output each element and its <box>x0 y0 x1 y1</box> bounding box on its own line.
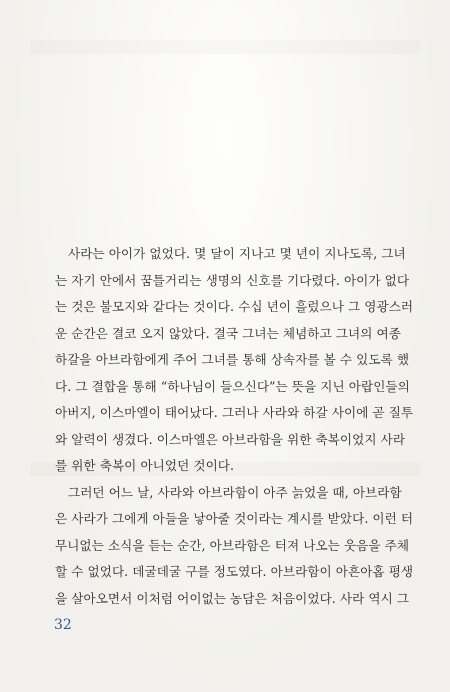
body-text <box>55 241 414 612</box>
text-line: 할 수 없었다. 데굴데굴 구를 정도였다. 아브라함이 아흔아홉 평생 <box>55 564 414 579</box>
text-line: 사라는 아이가 없었다. 몇 달이 지나고 몇 년이 지나도록, 그녀 <box>68 246 406 261</box>
text-line: 그러던 어느 날, 사라와 아브라함이 아주 늙었을 때, 아브라함 <box>68 484 402 500</box>
text-line: 다. 그 결합을 통해 “하나님이 들으신다”는 뜻을 지닌 아랍인들의 <box>55 378 410 394</box>
paragraph-1 <box>55 241 414 480</box>
text-line: 무니없는 소식을 듣는 순간, 아브라함은 터져 나오는 웃음을 주체 <box>55 537 410 553</box>
text-line: 운 순간은 결코 오지 않았다. 결국 그녀는 체념하고 그녀의 여종 <box>55 325 401 341</box>
page-number: 32 <box>54 617 72 633</box>
text-line: 를 위한 축복이 아니었던 것이다. <box>55 458 235 473</box>
paragraph-2 <box>55 480 414 613</box>
text-line: 을 살아오면서 이처럼 어이없는 농담은 처음이었다. 사라 역시 그 <box>55 590 410 606</box>
text-line: 는 자기 안에서 꿈틀거리는 생명의 신호를 기다렸다. 아이가 없다 <box>55 272 410 288</box>
show-through-band <box>30 40 420 54</box>
text-line: 은 사라가 그에게 아들을 낳아줄 것이라는 계시를 받았다. 이런 터 <box>55 511 414 526</box>
text-line: 아버지, 이스마엘이 태어났다. 그러나 사라와 하갈 사이에 곧 질투 <box>55 405 414 420</box>
text-line: 는 것은 불모지와 같다는 것이다. 수십 년이 흘렀으나 그 영광스러 <box>55 299 414 314</box>
text-line: 와 알력이 생겼다. 이스마엘은 아브라함을 위한 축복이었지 사라 <box>55 431 406 447</box>
text-line: 하갈을 아브라함에게 주어 그녀를 통해 상속자를 볼 수 있도록 했 <box>55 352 410 367</box>
